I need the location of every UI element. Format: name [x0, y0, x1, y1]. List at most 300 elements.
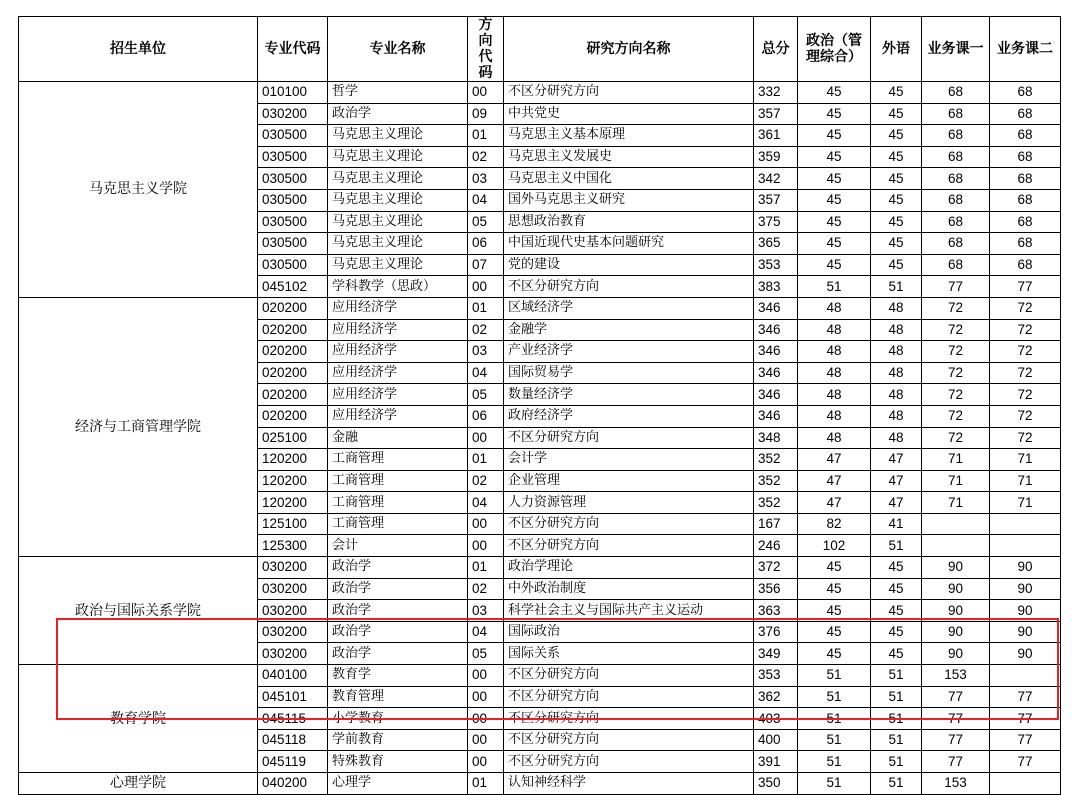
- cell-foreign-language: 45: [871, 103, 922, 125]
- cell-subject-1: 77: [922, 729, 990, 751]
- cell-politics: 102: [798, 535, 871, 557]
- cell-direction-code: 05: [468, 643, 504, 665]
- cell-direction-code: 06: [468, 233, 504, 255]
- cell-direction-code: 05: [468, 384, 504, 406]
- cell-subject-2: 68: [990, 125, 1061, 147]
- cell-subject-1: 90: [922, 643, 990, 665]
- cell-major-name: 马克思主义理论: [328, 211, 468, 233]
- cell-direction-name: 会计学: [504, 449, 754, 471]
- cell-direction-code: 06: [468, 405, 504, 427]
- cell-major-name: 政治学: [328, 643, 468, 665]
- cell-politics: 48: [798, 319, 871, 341]
- cell-major-code: 030200: [258, 621, 328, 643]
- cell-subject-2: 77: [990, 729, 1061, 751]
- cell-major-code: 030200: [258, 103, 328, 125]
- cell-foreign-language: 48: [871, 405, 922, 427]
- cell-subject-2: 90: [990, 643, 1061, 665]
- cell-total: 332: [754, 82, 798, 104]
- cell-subject-1: 68: [922, 125, 990, 147]
- cell-total: 352: [754, 492, 798, 514]
- cell-politics: 48: [798, 341, 871, 363]
- cell-major-code: 120200: [258, 470, 328, 492]
- cell-direction-name: 国际政治: [504, 621, 754, 643]
- cell-major-code: 040100: [258, 665, 328, 687]
- cell-politics: 82: [798, 513, 871, 535]
- cell-politics: 51: [798, 729, 871, 751]
- table-row: [19, 297, 1061, 319]
- cell-direction-code: 00: [468, 427, 504, 449]
- cell-subject-2: 72: [990, 297, 1061, 319]
- cell-direction-name: 不区分研究方向: [504, 535, 754, 557]
- cell-total: 363: [754, 600, 798, 622]
- cell-major-code: 030500: [258, 125, 328, 147]
- cell-major-name: 马克思主义理论: [328, 189, 468, 211]
- header-row: [19, 17, 1061, 82]
- cell-foreign-language: 48: [871, 362, 922, 384]
- cell-politics: 45: [798, 146, 871, 168]
- cell-major-code: 045101: [258, 686, 328, 708]
- cell-subject-2: 68: [990, 103, 1061, 125]
- cell-major-name: 政治学: [328, 600, 468, 622]
- cell-politics: 45: [798, 643, 871, 665]
- cell-total: 375: [754, 211, 798, 233]
- cell-politics: 47: [798, 470, 871, 492]
- cell-direction-code: 03: [468, 600, 504, 622]
- cell-subject-2: 68: [990, 254, 1061, 276]
- cell-total: 353: [754, 665, 798, 687]
- cell-major-name: 心理学: [328, 773, 468, 795]
- cell-major-code: 045119: [258, 751, 328, 773]
- cell-major-code: 020200: [258, 405, 328, 427]
- cell-total: 342: [754, 168, 798, 190]
- cell-subject-1: 71: [922, 449, 990, 471]
- cell-politics: 45: [798, 557, 871, 579]
- cell-major-name: 政治学: [328, 578, 468, 600]
- cell-foreign-language: 45: [871, 643, 922, 665]
- cell-major-name: 应用经济学: [328, 341, 468, 363]
- cell-subject-2: 72: [990, 341, 1061, 363]
- cell-major-name: 会计: [328, 535, 468, 557]
- cell-foreign-language: 51: [871, 535, 922, 557]
- cell-direction-code: 00: [468, 686, 504, 708]
- cell-foreign-language: 45: [871, 125, 922, 147]
- cell-subject-2: 90: [990, 621, 1061, 643]
- cell-major-name: 哲学: [328, 82, 468, 104]
- cell-total: 350: [754, 773, 798, 795]
- cell-subject-1: 77: [922, 708, 990, 730]
- cell-foreign-language: 51: [871, 751, 922, 773]
- unit-name: 经济与工商管理学院: [19, 297, 258, 556]
- cell-total: 359: [754, 146, 798, 168]
- cell-major-code: 030500: [258, 233, 328, 255]
- cell-total: 349: [754, 643, 798, 665]
- cell-direction-name: 不区分研究方向: [504, 729, 754, 751]
- cell-direction-name: 国际关系: [504, 643, 754, 665]
- cell-direction-name: 不区分研究方向: [504, 276, 754, 298]
- cell-politics: 48: [798, 297, 871, 319]
- cell-major-code: 125300: [258, 535, 328, 557]
- header-total: 总分: [754, 17, 798, 82]
- unit-name: 心理学院: [19, 773, 258, 795]
- cell-direction-name: 不区分研究方向: [504, 513, 754, 535]
- admission-score-table: [18, 16, 1061, 795]
- cell-foreign-language: 51: [871, 708, 922, 730]
- cell-foreign-language: 45: [871, 82, 922, 104]
- cell-subject-2: 77: [990, 708, 1061, 730]
- cell-subject-1: 71: [922, 492, 990, 514]
- cell-foreign-language: 45: [871, 189, 922, 211]
- cell-major-code: 030200: [258, 600, 328, 622]
- cell-major-name: 教育管理: [328, 686, 468, 708]
- cell-total: 352: [754, 470, 798, 492]
- cell-direction-code: 02: [468, 319, 504, 341]
- cell-total: 356: [754, 578, 798, 600]
- cell-direction-name: 不区分研究方向: [504, 751, 754, 773]
- cell-major-name: 工商管理: [328, 470, 468, 492]
- cell-politics: 45: [798, 254, 871, 276]
- cell-subject-2: 68: [990, 189, 1061, 211]
- cell-direction-code: 00: [468, 535, 504, 557]
- cell-major-code: 120200: [258, 449, 328, 471]
- table-row: [19, 82, 1061, 104]
- cell-major-code: 030500: [258, 189, 328, 211]
- cell-direction-name: 国外马克思主义研究: [504, 189, 754, 211]
- cell-major-code: 030500: [258, 254, 328, 276]
- cell-subject-2: [990, 513, 1061, 535]
- cell-direction-name: 企业管理: [504, 470, 754, 492]
- cell-total: 352: [754, 449, 798, 471]
- cell-subject-2: 68: [990, 233, 1061, 255]
- cell-foreign-language: 45: [871, 600, 922, 622]
- cell-total: 346: [754, 384, 798, 406]
- cell-total: 348: [754, 427, 798, 449]
- cell-total: 346: [754, 319, 798, 341]
- cell-subject-2: 90: [990, 557, 1061, 579]
- cell-subject-1: 68: [922, 211, 990, 233]
- cell-foreign-language: 45: [871, 557, 922, 579]
- cell-direction-code: 00: [468, 751, 504, 773]
- cell-direction-name: 金融学: [504, 319, 754, 341]
- cell-total: 346: [754, 362, 798, 384]
- cell-subject-1: 68: [922, 189, 990, 211]
- cell-major-code: 045102: [258, 276, 328, 298]
- cell-direction-code: 04: [468, 189, 504, 211]
- cell-direction-name: 区域经济学: [504, 297, 754, 319]
- unit-name: 马克思主义学院: [19, 82, 258, 298]
- cell-direction-name: 不区分研究方向: [504, 427, 754, 449]
- cell-major-name: 工商管理: [328, 492, 468, 514]
- cell-total: 357: [754, 189, 798, 211]
- header-foreign-language: 外语: [871, 17, 922, 82]
- cell-major-code: 120200: [258, 492, 328, 514]
- cell-direction-code: 03: [468, 341, 504, 363]
- cell-subject-1: 153: [922, 665, 990, 687]
- cell-subject-2: 90: [990, 600, 1061, 622]
- cell-direction-code: 02: [468, 146, 504, 168]
- cell-total: 365: [754, 233, 798, 255]
- cell-major-code: 045118: [258, 729, 328, 751]
- cell-foreign-language: 48: [871, 297, 922, 319]
- cell-subject-2: 72: [990, 384, 1061, 406]
- cell-major-code: 040200: [258, 773, 328, 795]
- cell-subject-2: 68: [990, 82, 1061, 104]
- cell-direction-name: 不区分研究方向: [504, 686, 754, 708]
- cell-politics: 48: [798, 362, 871, 384]
- cell-politics: 51: [798, 276, 871, 298]
- cell-politics: 45: [798, 189, 871, 211]
- cell-subject-1: 68: [922, 233, 990, 255]
- cell-politics: 47: [798, 492, 871, 514]
- cell-foreign-language: 45: [871, 233, 922, 255]
- table-body: [19, 82, 1061, 795]
- cell-politics: 48: [798, 405, 871, 427]
- cell-major-code: 030500: [258, 168, 328, 190]
- cell-direction-code: 04: [468, 492, 504, 514]
- cell-direction-name: 中外政治制度: [504, 578, 754, 600]
- cell-major-name: 马克思主义理论: [328, 146, 468, 168]
- cell-subject-1: 72: [922, 341, 990, 363]
- cell-direction-name: 中国近现代史基本问题研究: [504, 233, 754, 255]
- cell-subject-2: 72: [990, 319, 1061, 341]
- cell-politics: 51: [798, 686, 871, 708]
- cell-major-code: 020200: [258, 341, 328, 363]
- cell-subject-1: 77: [922, 751, 990, 773]
- cell-direction-code: 00: [468, 82, 504, 104]
- cell-major-name: 学科教学（思政）: [328, 276, 468, 298]
- cell-direction-code: 02: [468, 578, 504, 600]
- cell-foreign-language: 41: [871, 513, 922, 535]
- cell-major-name: 特殊教育: [328, 751, 468, 773]
- cell-direction-code: 01: [468, 449, 504, 471]
- cell-subject-1: 72: [922, 297, 990, 319]
- cell-direction-name: 不区分研究方向: [504, 665, 754, 687]
- cell-direction-code: 00: [468, 729, 504, 751]
- cell-politics: 45: [798, 211, 871, 233]
- cell-foreign-language: 45: [871, 211, 922, 233]
- cell-major-code: 020200: [258, 297, 328, 319]
- cell-direction-code: 01: [468, 773, 504, 795]
- cell-foreign-language: 51: [871, 686, 922, 708]
- cell-subject-1: 68: [922, 168, 990, 190]
- cell-direction-code: 00: [468, 665, 504, 687]
- cell-total: 403: [754, 708, 798, 730]
- cell-major-code: 030500: [258, 211, 328, 233]
- header-direction-name: 研究方向名称: [504, 17, 754, 82]
- cell-politics: 45: [798, 103, 871, 125]
- cell-subject-2: [990, 535, 1061, 557]
- cell-major-name: 教育学: [328, 665, 468, 687]
- cell-direction-code: 09: [468, 103, 504, 125]
- cell-major-code: 020200: [258, 319, 328, 341]
- cell-total: 361: [754, 125, 798, 147]
- cell-total: 246: [754, 535, 798, 557]
- cell-subject-2: 71: [990, 470, 1061, 492]
- score-table-container: [18, 16, 1061, 795]
- header-major-name: 专业名称: [328, 17, 468, 82]
- cell-direction-name: 马克思主义基本原理: [504, 125, 754, 147]
- cell-direction-code: 01: [468, 125, 504, 147]
- cell-major-code: 010100: [258, 82, 328, 104]
- cell-major-name: 马克思主义理论: [328, 254, 468, 276]
- header-unit: 招生单位: [19, 17, 258, 82]
- cell-total: 346: [754, 405, 798, 427]
- cell-total: 391: [754, 751, 798, 773]
- cell-subject-2: 77: [990, 686, 1061, 708]
- cell-politics: 45: [798, 82, 871, 104]
- cell-foreign-language: 45: [871, 578, 922, 600]
- cell-direction-name: 马克思主义发展史: [504, 146, 754, 168]
- cell-major-name: 应用经济学: [328, 384, 468, 406]
- cell-subject-1: 68: [922, 103, 990, 125]
- unit-name: 教育学院: [19, 665, 258, 773]
- cell-direction-code: 05: [468, 211, 504, 233]
- cell-politics: 51: [798, 708, 871, 730]
- header-direction-code: 方向代码: [468, 17, 504, 82]
- cell-major-code: 125100: [258, 513, 328, 535]
- cell-foreign-language: 51: [871, 773, 922, 795]
- cell-total: 346: [754, 341, 798, 363]
- cell-major-code: 020200: [258, 362, 328, 384]
- cell-total: 353: [754, 254, 798, 276]
- cell-direction-code: 00: [468, 708, 504, 730]
- cell-politics: 51: [798, 773, 871, 795]
- cell-direction-name: 不区分研究方向: [504, 82, 754, 104]
- cell-subject-1: 77: [922, 276, 990, 298]
- cell-total: 400: [754, 729, 798, 751]
- cell-direction-name: 数量经济学: [504, 384, 754, 406]
- cell-subject-1: 68: [922, 146, 990, 168]
- cell-foreign-language: 47: [871, 449, 922, 471]
- cell-direction-code: 00: [468, 513, 504, 535]
- cell-foreign-language: 45: [871, 168, 922, 190]
- cell-total: 383: [754, 276, 798, 298]
- cell-major-name: 小学教育: [328, 708, 468, 730]
- cell-direction-code: 03: [468, 168, 504, 190]
- cell-politics: 45: [798, 233, 871, 255]
- cell-major-code: 025100: [258, 427, 328, 449]
- cell-total: 362: [754, 686, 798, 708]
- cell-politics: 45: [798, 621, 871, 643]
- cell-subject-1: 153: [922, 773, 990, 795]
- cell-subject-1: 72: [922, 384, 990, 406]
- cell-politics: 51: [798, 665, 871, 687]
- cell-subject-1: 72: [922, 362, 990, 384]
- cell-subject-1: 77: [922, 686, 990, 708]
- cell-direction-name: 产业经济学: [504, 341, 754, 363]
- cell-direction-name: 国际贸易学: [504, 362, 754, 384]
- cell-subject-1: 90: [922, 557, 990, 579]
- cell-direction-code: 04: [468, 362, 504, 384]
- cell-major-name: 应用经济学: [328, 405, 468, 427]
- cell-foreign-language: 45: [871, 146, 922, 168]
- cell-subject-1: 68: [922, 254, 990, 276]
- cell-major-name: 金融: [328, 427, 468, 449]
- cell-foreign-language: 51: [871, 729, 922, 751]
- cell-direction-name: 政府经济学: [504, 405, 754, 427]
- cell-politics: 48: [798, 427, 871, 449]
- table-row: [19, 665, 1061, 687]
- cell-subject-2: 90: [990, 578, 1061, 600]
- cell-foreign-language: 51: [871, 665, 922, 687]
- cell-politics: 51: [798, 751, 871, 773]
- cell-direction-code: 07: [468, 254, 504, 276]
- cell-subject-2: [990, 773, 1061, 795]
- cell-major-code: 030200: [258, 557, 328, 579]
- cell-foreign-language: 48: [871, 341, 922, 363]
- cell-subject-2: 71: [990, 492, 1061, 514]
- cell-subject-2: 68: [990, 211, 1061, 233]
- unit-name: 政治与国际关系学院: [19, 557, 258, 665]
- cell-direction-code: 02: [468, 470, 504, 492]
- cell-direction-name: 人力资源管理: [504, 492, 754, 514]
- cell-foreign-language: 47: [871, 470, 922, 492]
- cell-direction-name: 思想政治教育: [504, 211, 754, 233]
- cell-major-code: 030500: [258, 146, 328, 168]
- cell-subject-2: 72: [990, 405, 1061, 427]
- header-subject-1: 业务课一: [922, 17, 990, 82]
- cell-direction-code: 01: [468, 297, 504, 319]
- cell-direction-code: 01: [468, 557, 504, 579]
- cell-total: 357: [754, 103, 798, 125]
- cell-subject-2: 77: [990, 751, 1061, 773]
- cell-subject-1: 90: [922, 600, 990, 622]
- cell-major-name: 马克思主义理论: [328, 168, 468, 190]
- cell-foreign-language: 51: [871, 276, 922, 298]
- cell-subject-2: 72: [990, 362, 1061, 384]
- cell-major-name: 政治学: [328, 103, 468, 125]
- cell-major-name: 马克思主义理论: [328, 233, 468, 255]
- cell-direction-name: 不区分研究方向: [504, 708, 754, 730]
- cell-total: 376: [754, 621, 798, 643]
- cell-foreign-language: 48: [871, 319, 922, 341]
- cell-politics: 45: [798, 578, 871, 600]
- cell-politics: 48: [798, 384, 871, 406]
- cell-politics: 45: [798, 600, 871, 622]
- cell-major-name: 应用经济学: [328, 319, 468, 341]
- cell-subject-1: 90: [922, 621, 990, 643]
- cell-direction-name: 中共党史: [504, 103, 754, 125]
- header-major-code: 专业代码: [258, 17, 328, 82]
- cell-subject-1: 71: [922, 470, 990, 492]
- cell-foreign-language: 48: [871, 384, 922, 406]
- cell-total: 372: [754, 557, 798, 579]
- header-subject-2: 业务课二: [990, 17, 1061, 82]
- cell-total: 167: [754, 513, 798, 535]
- cell-major-name: 马克思主义理论: [328, 125, 468, 147]
- cell-politics: 45: [798, 168, 871, 190]
- cell-direction-name: 党的建设: [504, 254, 754, 276]
- cell-major-name: 政治学: [328, 557, 468, 579]
- cell-direction-name: 政治学理论: [504, 557, 754, 579]
- cell-major-code: 030200: [258, 578, 328, 600]
- table-row: [19, 557, 1061, 579]
- cell-subject-1: [922, 535, 990, 557]
- cell-subject-1: [922, 513, 990, 535]
- cell-direction-name: 科学社会主义与国际共产主义运动: [504, 600, 754, 622]
- cell-subject-2: 72: [990, 427, 1061, 449]
- cell-major-name: 工商管理: [328, 513, 468, 535]
- cell-subject-1: 72: [922, 405, 990, 427]
- cell-subject-2: 68: [990, 168, 1061, 190]
- cell-major-code: 030200: [258, 643, 328, 665]
- cell-foreign-language: 48: [871, 427, 922, 449]
- cell-total: 346: [754, 297, 798, 319]
- cell-subject-2: [990, 665, 1061, 687]
- header-politics: 政治（管理综合）: [798, 17, 871, 82]
- cell-direction-code: 04: [468, 621, 504, 643]
- cell-major-name: 学前教育: [328, 729, 468, 751]
- cell-foreign-language: 47: [871, 492, 922, 514]
